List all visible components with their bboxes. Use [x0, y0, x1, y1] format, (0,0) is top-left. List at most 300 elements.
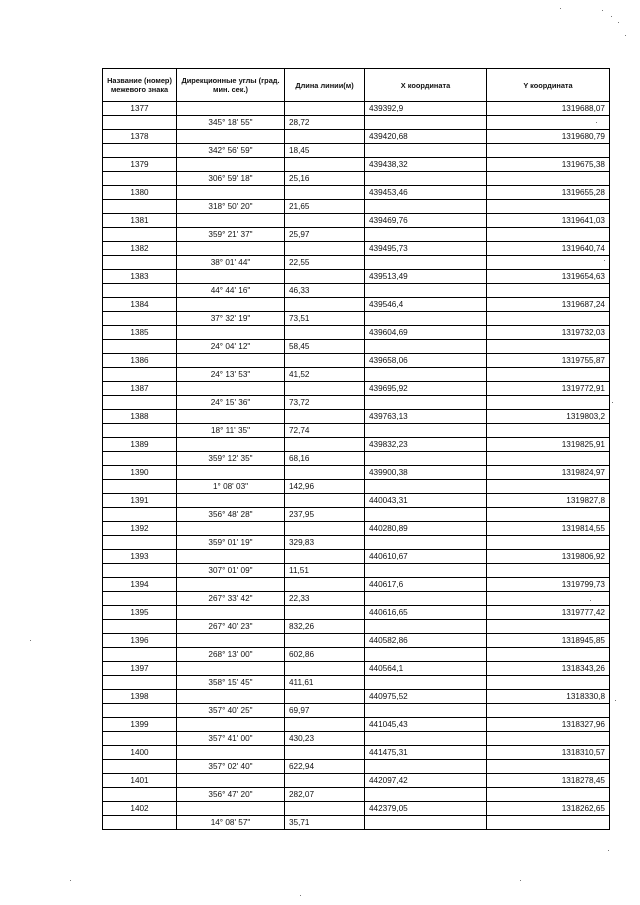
- mark-number-cell: 1401: [103, 774, 177, 788]
- x-coordinate-cell: 440617,6: [365, 578, 487, 592]
- mark-number-cell: 1384: [103, 298, 177, 312]
- empty-cell: [365, 536, 487, 550]
- empty-cell: [487, 200, 610, 214]
- empty-cell: [487, 424, 610, 438]
- scan-speck: [618, 22, 619, 23]
- segment-row: [103, 228, 610, 242]
- empty-cell: [177, 662, 285, 676]
- line-length-cell: 282,07: [285, 788, 365, 802]
- line-length-cell: 22,33: [285, 592, 365, 606]
- line-length-cell: 68,16: [285, 452, 365, 466]
- y-coordinate-cell: 1319777,42: [487, 606, 610, 620]
- empty-cell: [177, 802, 285, 816]
- line-length-cell: 602,86: [285, 648, 365, 662]
- point-row: [103, 690, 610, 704]
- scan-speck: [300, 895, 301, 896]
- directional-angle-cell: 306° 59' 18": [177, 172, 285, 186]
- point-row: [103, 466, 610, 480]
- directional-angle-cell: 318° 50' 20": [177, 200, 285, 214]
- empty-cell: [177, 270, 285, 284]
- empty-cell: [487, 648, 610, 662]
- empty-cell: [103, 228, 177, 242]
- header-line-length: Длина линии(м): [285, 69, 365, 102]
- empty-cell: [365, 256, 487, 270]
- empty-cell: [365, 816, 487, 830]
- y-coordinate-cell: 1319655,28: [487, 186, 610, 200]
- point-row: [103, 494, 610, 508]
- line-length-cell: 142,96: [285, 480, 365, 494]
- segment-row: [103, 424, 610, 438]
- empty-cell: [103, 564, 177, 578]
- x-coordinate-cell: 439900,38: [365, 466, 487, 480]
- empty-cell: [487, 284, 610, 298]
- empty-cell: [177, 466, 285, 480]
- empty-cell: [285, 494, 365, 508]
- empty-cell: [177, 298, 285, 312]
- empty-cell: [365, 732, 487, 746]
- empty-cell: [177, 634, 285, 648]
- line-length-cell: 28,72: [285, 116, 365, 130]
- point-row: [103, 662, 610, 676]
- point-row: [103, 522, 610, 536]
- empty-cell: [103, 592, 177, 606]
- line-length-cell: 329,83: [285, 536, 365, 550]
- empty-cell: [365, 760, 487, 774]
- mark-number-cell: 1378: [103, 130, 177, 144]
- empty-cell: [285, 242, 365, 256]
- x-coordinate-cell: 439604,69: [365, 326, 487, 340]
- x-coordinate-cell: 440616,65: [365, 606, 487, 620]
- directional-angle-cell: 268° 13' 00": [177, 648, 285, 662]
- empty-cell: [103, 312, 177, 326]
- empty-cell: [103, 452, 177, 466]
- empty-cell: [103, 788, 177, 802]
- mark-number-cell: 1393: [103, 550, 177, 564]
- mark-number-cell: 1392: [103, 522, 177, 536]
- segment-row: [103, 480, 610, 494]
- empty-cell: [103, 536, 177, 550]
- empty-cell: [285, 550, 365, 564]
- empty-cell: [177, 718, 285, 732]
- directional-angle-cell: 267° 40' 23": [177, 620, 285, 634]
- segment-row: [103, 340, 610, 354]
- empty-cell: [487, 256, 610, 270]
- y-coordinate-cell: 1319680,79: [487, 130, 610, 144]
- empty-cell: [487, 480, 610, 494]
- empty-cell: [285, 382, 365, 396]
- empty-cell: [103, 284, 177, 298]
- line-length-cell: 35,71: [285, 816, 365, 830]
- empty-cell: [177, 186, 285, 200]
- line-length-cell: 411,61: [285, 676, 365, 690]
- scan-speck: [612, 402, 613, 403]
- y-coordinate-cell: 1319732,03: [487, 326, 610, 340]
- mark-number-cell: 1400: [103, 746, 177, 760]
- y-coordinate-cell: 1319687,24: [487, 298, 610, 312]
- y-coordinate-cell: 1318330,8: [487, 690, 610, 704]
- scan-speck: [602, 10, 603, 11]
- x-coordinate-cell: 439438,32: [365, 158, 487, 172]
- empty-cell: [103, 424, 177, 438]
- point-row: [103, 606, 610, 620]
- y-coordinate-cell: 1318945,85: [487, 634, 610, 648]
- y-coordinate-cell: 1318262,65: [487, 802, 610, 816]
- mark-number-cell: 1402: [103, 802, 177, 816]
- empty-cell: [285, 214, 365, 228]
- empty-cell: [285, 186, 365, 200]
- segment-row: [103, 256, 610, 270]
- point-row: [103, 718, 610, 732]
- empty-cell: [365, 144, 487, 158]
- scan-speck: [625, 35, 626, 36]
- empty-cell: [103, 144, 177, 158]
- empty-cell: [365, 648, 487, 662]
- empty-cell: [177, 550, 285, 564]
- empty-cell: [487, 564, 610, 578]
- mark-number-cell: 1397: [103, 662, 177, 676]
- directional-angle-cell: 359° 01' 19": [177, 536, 285, 550]
- x-coordinate-cell: 439392,9: [365, 102, 487, 116]
- y-coordinate-cell: 1318327,96: [487, 718, 610, 732]
- header-y-coordinate: Y координата: [487, 69, 610, 102]
- line-length-cell: 46,33: [285, 284, 365, 298]
- mark-number-cell: 1398: [103, 690, 177, 704]
- segment-row: [103, 676, 610, 690]
- empty-cell: [365, 704, 487, 718]
- empty-cell: [365, 424, 487, 438]
- directional-angle-cell: 14° 08' 57": [177, 816, 285, 830]
- directional-angle-cell: 359° 12' 35": [177, 452, 285, 466]
- boundary-marks-table: [102, 68, 610, 830]
- y-coordinate-cell: 1319827,8: [487, 494, 610, 508]
- empty-cell: [177, 522, 285, 536]
- mark-number-cell: 1396: [103, 634, 177, 648]
- directional-angle-cell: 307° 01' 09": [177, 564, 285, 578]
- mark-number-cell: 1381: [103, 214, 177, 228]
- segment-row: [103, 648, 610, 662]
- empty-cell: [487, 172, 610, 186]
- point-row: [103, 802, 610, 816]
- empty-cell: [365, 116, 487, 130]
- empty-cell: [177, 690, 285, 704]
- empty-cell: [365, 592, 487, 606]
- point-row: [103, 774, 610, 788]
- x-coordinate-cell: 439658,06: [365, 354, 487, 368]
- x-coordinate-cell: 439546,4: [365, 298, 487, 312]
- y-coordinate-cell: 1319825,91: [487, 438, 610, 452]
- empty-cell: [487, 228, 610, 242]
- empty-cell: [285, 438, 365, 452]
- line-length-cell: 22,55: [285, 256, 365, 270]
- directional-angle-cell: 357° 02' 40": [177, 760, 285, 774]
- point-row: [103, 746, 610, 760]
- empty-cell: [487, 704, 610, 718]
- directional-angle-cell: 267° 33' 42": [177, 592, 285, 606]
- segment-row: [103, 620, 610, 634]
- mark-number-cell: 1388: [103, 410, 177, 424]
- y-coordinate-cell: 1319640,74: [487, 242, 610, 256]
- segment-row: [103, 564, 610, 578]
- scan-speck: [560, 8, 561, 9]
- y-coordinate-cell: 1319806,92: [487, 550, 610, 564]
- empty-cell: [365, 480, 487, 494]
- empty-cell: [285, 718, 365, 732]
- empty-cell: [103, 648, 177, 662]
- empty-cell: [103, 200, 177, 214]
- directional-angle-cell: 359° 21' 37": [177, 228, 285, 242]
- empty-cell: [285, 522, 365, 536]
- empty-cell: [103, 396, 177, 410]
- point-row: [103, 214, 610, 228]
- empty-cell: [285, 326, 365, 340]
- directional-angle-cell: 357° 40' 25": [177, 704, 285, 718]
- line-length-cell: 25,16: [285, 172, 365, 186]
- empty-cell: [177, 606, 285, 620]
- empty-cell: [487, 116, 610, 130]
- empty-cell: [177, 578, 285, 592]
- empty-cell: [177, 326, 285, 340]
- directional-angle-cell: 1° 08' 03": [177, 480, 285, 494]
- empty-cell: [285, 298, 365, 312]
- point-row: [103, 158, 610, 172]
- point-row: [103, 438, 610, 452]
- line-length-cell: 58,45: [285, 340, 365, 354]
- line-length-cell: 18,45: [285, 144, 365, 158]
- mark-number-cell: 1395: [103, 606, 177, 620]
- line-length-cell: 430,23: [285, 732, 365, 746]
- x-coordinate-cell: 442379,05: [365, 802, 487, 816]
- empty-cell: [285, 410, 365, 424]
- mark-number-cell: 1377: [103, 102, 177, 116]
- point-row: [103, 550, 610, 564]
- x-coordinate-cell: 441475,31: [365, 746, 487, 760]
- x-coordinate-cell: 440975,52: [365, 690, 487, 704]
- line-length-cell: 25,97: [285, 228, 365, 242]
- empty-cell: [365, 368, 487, 382]
- empty-cell: [177, 158, 285, 172]
- point-row: [103, 130, 610, 144]
- empty-cell: [487, 676, 610, 690]
- directional-angle-cell: 356° 48' 28": [177, 508, 285, 522]
- segment-row: [103, 760, 610, 774]
- scan-speck: [611, 16, 612, 17]
- empty-cell: [285, 774, 365, 788]
- directional-angle-cell: 38° 01' 44": [177, 256, 285, 270]
- scan-speck: [70, 880, 71, 881]
- empty-cell: [285, 802, 365, 816]
- empty-cell: [487, 816, 610, 830]
- mark-number-cell: 1394: [103, 578, 177, 592]
- header-directional-angle: Дирекционные углы (град. мин. сек.): [177, 69, 285, 102]
- segment-row: [103, 200, 610, 214]
- point-row: [103, 270, 610, 284]
- scan-speck: [590, 600, 591, 601]
- directional-angle-cell: 24° 04' 12": [177, 340, 285, 354]
- x-coordinate-cell: 440610,67: [365, 550, 487, 564]
- empty-cell: [365, 620, 487, 634]
- x-coordinate-cell: 442097,42: [365, 774, 487, 788]
- x-coordinate-cell: 440564,1: [365, 662, 487, 676]
- x-coordinate-cell: 439453,46: [365, 186, 487, 200]
- point-row: [103, 298, 610, 312]
- mark-number-cell: 1386: [103, 354, 177, 368]
- mark-number-cell: 1379: [103, 158, 177, 172]
- line-length-cell: 832,26: [285, 620, 365, 634]
- empty-cell: [103, 816, 177, 830]
- empty-cell: [103, 508, 177, 522]
- point-row: [103, 242, 610, 256]
- directional-angle-cell: 24° 15' 36": [177, 396, 285, 410]
- empty-cell: [177, 130, 285, 144]
- empty-cell: [285, 130, 365, 144]
- segment-row: [103, 452, 610, 466]
- empty-cell: [487, 340, 610, 354]
- x-coordinate-cell: 440582,86: [365, 634, 487, 648]
- line-length-cell: 73,72: [285, 396, 365, 410]
- empty-cell: [103, 256, 177, 270]
- table-header-row: [103, 69, 610, 102]
- empty-cell: [365, 564, 487, 578]
- empty-cell: [365, 312, 487, 326]
- y-coordinate-cell: 1319772,91: [487, 382, 610, 396]
- empty-cell: [177, 774, 285, 788]
- directional-angle-cell: 356° 47' 20": [177, 788, 285, 802]
- empty-cell: [365, 676, 487, 690]
- empty-cell: [103, 116, 177, 130]
- empty-cell: [365, 452, 487, 466]
- y-coordinate-cell: 1319803,2: [487, 410, 610, 424]
- x-coordinate-cell: 439420,68: [365, 130, 487, 144]
- mark-number-cell: 1383: [103, 270, 177, 284]
- empty-cell: [177, 242, 285, 256]
- mark-number-cell: 1399: [103, 718, 177, 732]
- empty-cell: [365, 172, 487, 186]
- line-length-cell: 41,52: [285, 368, 365, 382]
- directional-angle-cell: 44° 44' 16": [177, 284, 285, 298]
- y-coordinate-cell: 1319824,97: [487, 466, 610, 480]
- line-length-cell: 21,65: [285, 200, 365, 214]
- empty-cell: [285, 634, 365, 648]
- empty-cell: [487, 592, 610, 606]
- line-length-cell: 622,94: [285, 760, 365, 774]
- empty-cell: [103, 340, 177, 354]
- segment-row: [103, 396, 610, 410]
- scan-speck: [615, 700, 616, 701]
- empty-cell: [365, 396, 487, 410]
- y-coordinate-cell: 1319654,63: [487, 270, 610, 284]
- x-coordinate-cell: 441045,43: [365, 718, 487, 732]
- header-x-coordinate: X координата: [365, 69, 487, 102]
- scan-speck: [520, 880, 521, 881]
- directional-angle-cell: 357° 41' 00": [177, 732, 285, 746]
- empty-cell: [177, 494, 285, 508]
- header-mark-name: Название (номер) межевого знака: [103, 69, 177, 102]
- empty-cell: [103, 368, 177, 382]
- empty-cell: [487, 312, 610, 326]
- x-coordinate-cell: 439469,76: [365, 214, 487, 228]
- empty-cell: [103, 620, 177, 634]
- directional-angle-cell: 37° 32' 19": [177, 312, 285, 326]
- mark-number-cell: 1380: [103, 186, 177, 200]
- scan-speck: [604, 260, 605, 261]
- x-coordinate-cell: 439695,92: [365, 382, 487, 396]
- x-coordinate-cell: 439832,23: [365, 438, 487, 452]
- empty-cell: [285, 466, 365, 480]
- empty-cell: [285, 606, 365, 620]
- scan-speck: [30, 640, 31, 641]
- point-row: [103, 634, 610, 648]
- empty-cell: [103, 480, 177, 494]
- mark-number-cell: 1390: [103, 466, 177, 480]
- empty-cell: [177, 102, 285, 116]
- empty-cell: [487, 760, 610, 774]
- empty-cell: [487, 452, 610, 466]
- directional-angle-cell: 358° 15' 45": [177, 676, 285, 690]
- mark-number-cell: 1382: [103, 242, 177, 256]
- segment-row: [103, 536, 610, 550]
- empty-cell: [103, 760, 177, 774]
- empty-cell: [365, 228, 487, 242]
- empty-cell: [487, 144, 610, 158]
- segment-row: [103, 368, 610, 382]
- line-length-cell: 72,74: [285, 424, 365, 438]
- empty-cell: [285, 690, 365, 704]
- empty-cell: [177, 410, 285, 424]
- mark-number-cell: 1385: [103, 326, 177, 340]
- x-coordinate-cell: 440280,89: [365, 522, 487, 536]
- segment-row: [103, 116, 610, 130]
- segment-row: [103, 704, 610, 718]
- y-coordinate-cell: 1318310,57: [487, 746, 610, 760]
- empty-cell: [487, 788, 610, 802]
- mark-number-cell: 1389: [103, 438, 177, 452]
- point-row: [103, 410, 610, 424]
- table-body: [103, 102, 610, 830]
- empty-cell: [365, 200, 487, 214]
- y-coordinate-cell: 1319814,55: [487, 522, 610, 536]
- segment-row: [103, 284, 610, 298]
- y-coordinate-cell: 1318278,45: [487, 774, 610, 788]
- empty-cell: [285, 270, 365, 284]
- empty-cell: [365, 508, 487, 522]
- empty-cell: [285, 354, 365, 368]
- empty-cell: [177, 382, 285, 396]
- empty-cell: [365, 284, 487, 298]
- empty-cell: [487, 396, 610, 410]
- empty-cell: [365, 788, 487, 802]
- mark-number-cell: 1391: [103, 494, 177, 508]
- point-row: [103, 326, 610, 340]
- x-coordinate-cell: 440043,31: [365, 494, 487, 508]
- y-coordinate-cell: 1319755,87: [487, 354, 610, 368]
- empty-cell: [177, 214, 285, 228]
- scan-speck: [596, 122, 597, 123]
- empty-cell: [487, 508, 610, 522]
- scan-speck: [608, 850, 609, 851]
- segment-row: [103, 312, 610, 326]
- segment-row: [103, 172, 610, 186]
- line-length-cell: 69,97: [285, 704, 365, 718]
- y-coordinate-cell: 1319675,38: [487, 158, 610, 172]
- line-length-cell: 11,51: [285, 564, 365, 578]
- empty-cell: [487, 536, 610, 550]
- empty-cell: [487, 732, 610, 746]
- empty-cell: [177, 438, 285, 452]
- segment-row: [103, 508, 610, 522]
- empty-cell: [285, 102, 365, 116]
- point-row: [103, 382, 610, 396]
- directional-angle-cell: 24° 13' 53": [177, 368, 285, 382]
